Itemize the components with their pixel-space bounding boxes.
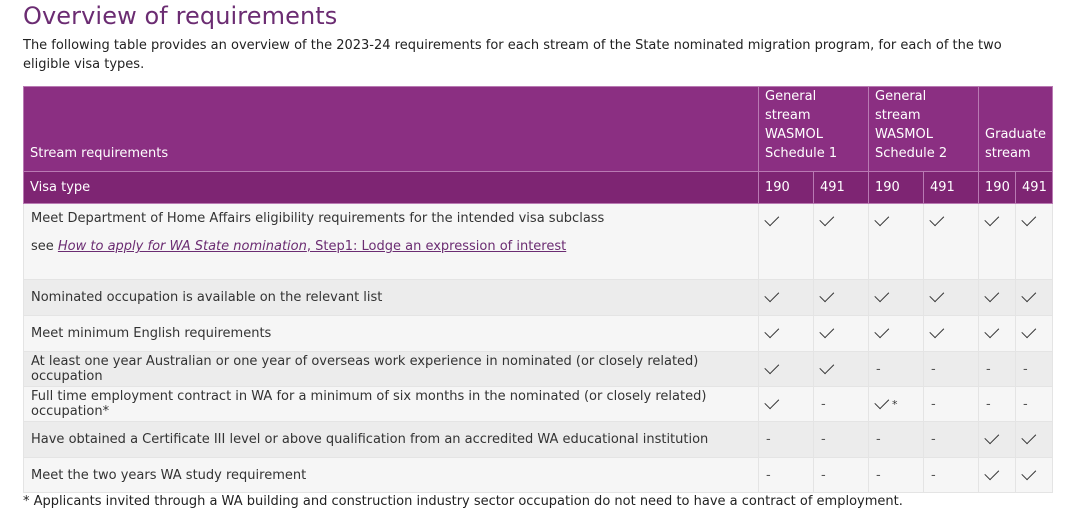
requirement-mark [979,204,1016,280]
requirement-mark [814,204,869,280]
checkmark-icon [1021,323,1036,338]
requirement-mark [869,204,924,280]
requirement-mark [869,422,924,458]
header-row [24,87,1053,172]
visa-491: 491 [1016,172,1053,204]
header-general-schedule-1: General stream WASMOL Schedule 1 [759,87,869,172]
requirement-mark [869,280,924,316]
requirement-mark [759,204,814,280]
checkmark-icon [1021,429,1036,444]
requirement-mark [1016,352,1053,387]
table-row [24,387,1053,422]
requirement-cell [24,352,759,387]
requirement-mark [1016,387,1053,422]
checkmark-icon [929,287,944,302]
requirement-mark [814,280,869,316]
how-to-apply-link[interactable]: How to apply for WA State nomination [57,239,307,254]
requirement-cell [24,204,759,280]
intro-paragraph: The following table provides an overview of the 2023-24 requirements for each stream of the State nominated migration program, for each of the two eligible visa types. [23,38,1002,72]
requirement-mark [1016,316,1053,352]
checkmark-icon [984,465,999,480]
not-applicable-dash: - [931,432,936,447]
not-applicable-dash: - [821,467,826,483]
checkmark-icon [819,359,834,374]
requirement-text: Meet the two years WA study requirement [31,467,307,483]
not-applicable-dash: - [766,432,771,447]
checkmark-icon [1021,465,1036,480]
checkmark-icon [764,287,779,302]
checkmark-icon [984,287,999,302]
checkmark-icon [929,323,944,338]
requirement-mark [869,316,924,352]
checkmark-icon [929,211,944,226]
requirement-mark [869,387,924,422]
not-applicable-dash: - [931,361,936,377]
header-graduate-stream: Graduate stream [979,87,1053,172]
table-row [24,204,1053,280]
requirement-text: Full time employment contract in WA for a minimum of six months in the nominated (or closely related) occupation* [31,389,707,419]
table-row [24,316,1053,352]
requirement-mark [979,458,1016,493]
not-applicable-dash: - [766,467,771,483]
requirement-mark [759,280,814,316]
not-applicable-dash: - [821,396,826,412]
checkmark-icon [874,211,889,226]
requirement-cell [24,458,759,493]
requirement-mark [759,458,814,493]
requirement-mark [979,280,1016,316]
not-applicable-dash: - [876,432,881,447]
requirement-text: Meet Department of Home Affairs eligibility requirements for the intended visa subclass [31,211,605,226]
checkmark-icon [819,323,834,338]
visa-190: 190 [869,172,924,204]
visa-491: 491 [814,172,869,204]
checkmark-icon [874,323,889,338]
visa-190: 190 [759,172,814,204]
checkmark-icon [1021,211,1036,226]
lodge-eoi-link[interactable]: , Step1: Lodge an expression of interest [306,239,567,254]
checkmark-icon [1021,287,1036,302]
requirement-mark [924,387,979,422]
requirement-mark [924,316,979,352]
requirement-mark [979,387,1016,422]
table-row [24,422,1053,458]
see-link-line [31,239,752,254]
requirement-mark [924,204,979,280]
requirement-mark [814,316,869,352]
footnote: * Applicants invited through a WA building and construction industry sector occupation do not need to have a contract of employment. [23,494,903,509]
checkmark-icon [874,287,889,302]
checkmark-icon [984,323,999,338]
not-applicable-dash: - [876,467,881,483]
requirement-mark [814,458,869,493]
page-title: Overview of requirements [23,2,338,30]
requirement-mark [814,422,869,458]
requirement-cell [24,280,759,316]
requirement-mark [1016,422,1053,458]
requirement-text: Meet minimum English requirements [31,326,272,341]
not-applicable-dash: - [986,396,991,412]
checkmark-icon [819,287,834,302]
asterisk-note: * [892,397,898,411]
requirement-mark [869,352,924,387]
checkmark-icon [819,211,834,226]
requirement-text: At least one year Australian or one year of overseas work experience in nominated (or closely related) occupation [31,354,699,384]
table-row [24,458,1053,493]
checkmark-icon [764,323,779,338]
not-applicable-dash: - [821,432,826,447]
requirement-mark [924,352,979,387]
requirement-cell [24,316,759,352]
not-applicable-dash: - [931,396,936,412]
requirement-cell [24,422,759,458]
not-applicable-dash: - [1023,361,1028,377]
requirement-mark [759,352,814,387]
checkmark-icon [874,394,889,409]
requirement-mark [759,422,814,458]
table-row [24,280,1053,316]
requirement-mark [924,280,979,316]
visa-type-label: Visa type [24,172,759,204]
requirement-mark [924,422,979,458]
requirement-mark [814,387,869,422]
not-applicable-dash: - [1023,396,1028,412]
header-general-schedule-2: General stream WASMOL Schedule 2 [869,87,979,172]
requirement-mark [1016,204,1053,280]
checkmark-icon [764,394,779,409]
requirement-mark [759,387,814,422]
checkmark-icon [984,429,999,444]
visa-491: 491 [924,172,979,204]
requirement-mark [1016,280,1053,316]
visa-type-row [24,172,1053,204]
not-applicable-dash: - [931,467,936,483]
requirements-table [23,86,1053,493]
requirement-mark [1016,458,1053,493]
requirement-mark [759,316,814,352]
requirement-mark [814,352,869,387]
requirement-text: Nominated occupation is available on the relevant list [31,290,383,305]
requirement-mark [979,352,1016,387]
checkmark-icon [764,211,779,226]
see-label: see [31,239,58,254]
visa-190: 190 [979,172,1016,204]
requirement-text: Have obtained a Certificate III level or above qualification from an accredited WA educational institution [31,432,709,447]
not-applicable-dash: - [876,361,881,377]
requirement-mark [869,458,924,493]
checkmark-icon [984,211,999,226]
header-stream-requirements: Stream requirements [24,87,759,172]
not-applicable-dash: - [986,361,991,377]
requirement-mark [979,422,1016,458]
checkmark-icon [764,359,779,374]
requirement-cell [24,387,759,422]
table-row [24,352,1053,387]
requirement-mark [979,316,1016,352]
requirement-mark [924,458,979,493]
